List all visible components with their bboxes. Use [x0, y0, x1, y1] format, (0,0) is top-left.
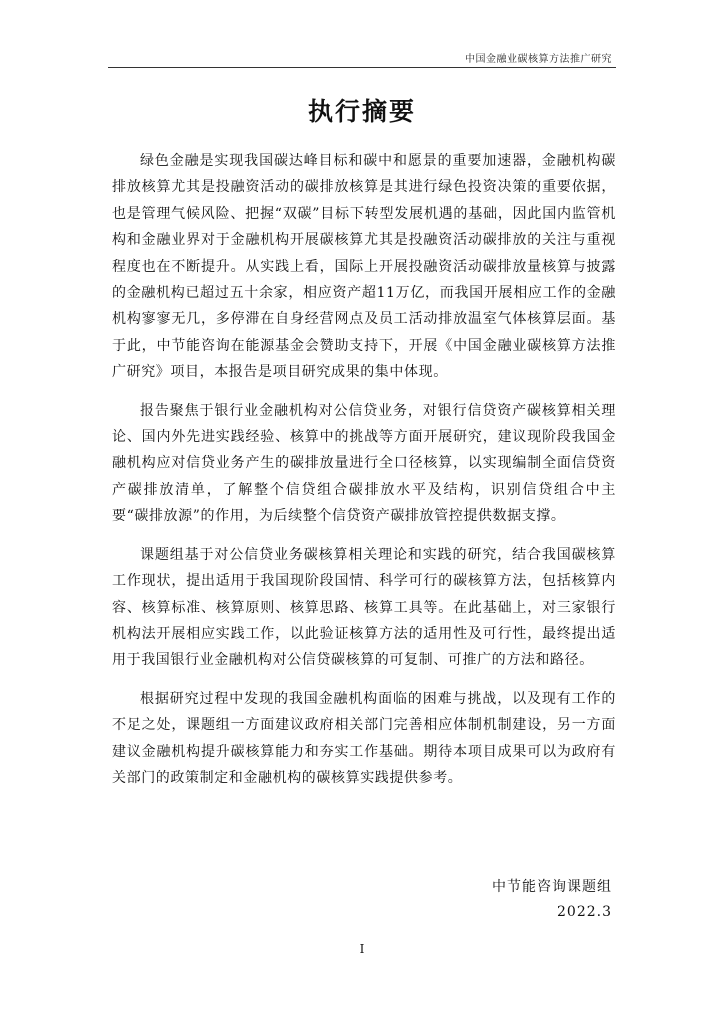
paragraph-1: 绿色金融是实现我国碳达峰目标和碳中和愿景的重要加速器，金融机构碳排放核算尤其是投融资活动的碳排放核算是其进行绿色投资决策的重要依据，也是管理气候风险、把握“双碳”目标下转型发展机遇的基础，因此国内监管机构和金融业界对于金融机构开展碳核算尤其是投融资活动碳排放的关注与重视程度也在不断提升。从实践上看，国际上开展投融资活动碳排放量核算与披露的金融机构已超过五十余家，相应资产超11万亿，而我国开展相应工作的金融机构寥寥无几，多停滞在自身经营网点及员工活动排放温室气体核算层面。基于此，中节能咨询在能源基金会赞助支持下，开展《中国金融业碳核算方法推广研究》项目，本报告是项目研究成果的集中体现。 — [112, 153, 616, 381]
paragraph-4: 根据研究过程中发现的我国金融机构面临的困难与挑战，以及现有工作的不足之处，课题组一方面建议政府相关部门完善相应体制机制建设，另一方面建议金融机构提升碳核算能力和夯实工作基础。期待本项目成果可以为政府有关部门的政策制定和金融机构的碳核算实践提供参考。 — [112, 690, 616, 786]
author-signature: 中节能咨询课题组 — [492, 879, 612, 895]
paragraph-3: 课题组基于对公信贷业务碳核算相关理论和实践的研究，结合我国碳核算工作现状，提出适用于我国现阶段国情、科学可行的碳核算方法，包括核算内容、核算标准、核算原则、核算思路、核算工具等。在此基础上，对三家银行机构法开展相应实践工作，以此验证核算方法的适用性及可行性，最终提出适用于我国银行业金融机构对公信贷碳核算的可复制、可推广的方法和路径。 — [112, 546, 616, 669]
page-title: 执行摘要 — [307, 97, 416, 126]
summary-body — [112, 148, 616, 803]
page-number: I — [359, 942, 365, 956]
signature-date: 2022.3 — [557, 904, 612, 920]
running-header: 中国金融业碳核算方法推广研究 — [465, 54, 612, 65]
paragraph-2: 报告聚焦于银行业金融机构对公信贷业务，对银行信贷资产碳核算相关理论、国内外先进实践经验、核算中的挑战等方面开展研究，建议现阶段我国金融机构应对信贷业务产生的碳排放量进行全口径核算，以实现编制全面信贷资产碳排放清单，了解整个信贷组合碳排放水平及结构，识别信贷组合中主要“碳排放源”的作用，为后续整个信贷资产碳排放管控提供数据支撑。 — [112, 402, 616, 525]
header-divider — [108, 67, 616, 68]
